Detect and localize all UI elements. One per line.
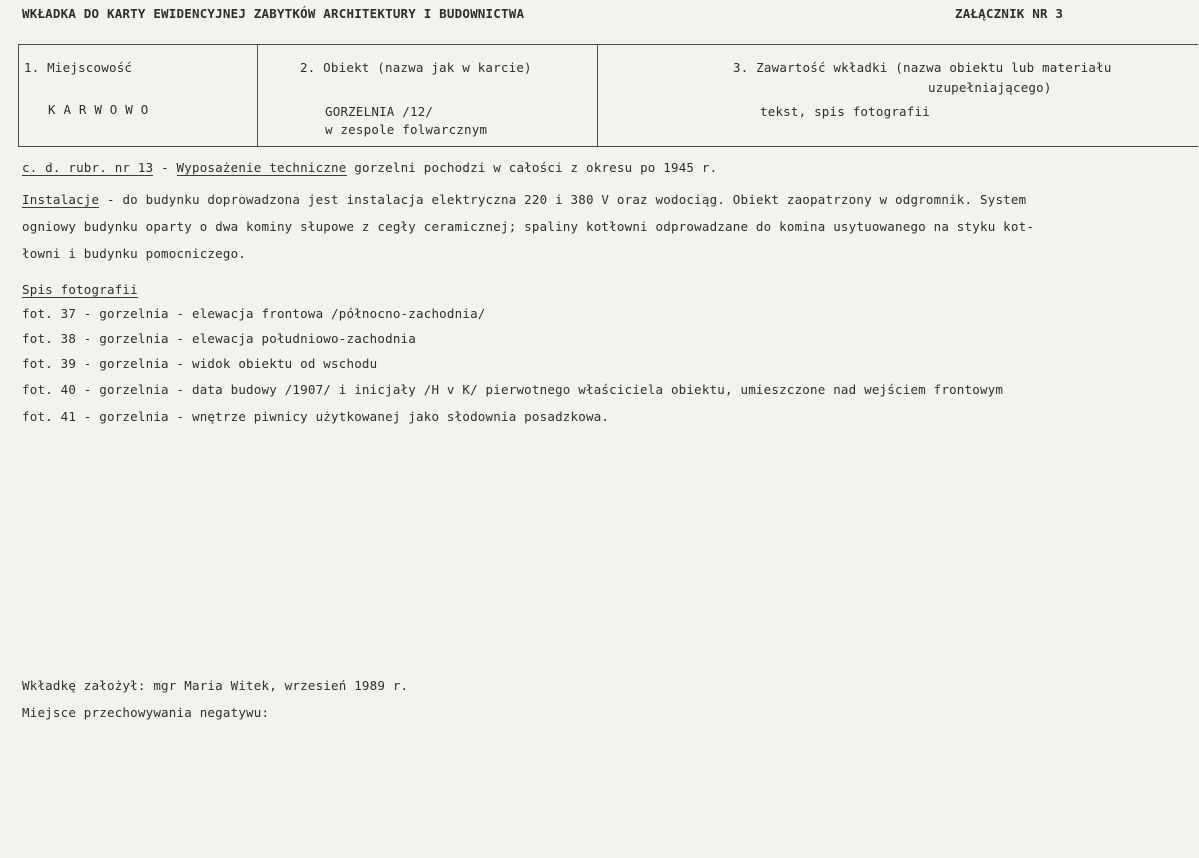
installations-line2: ogniowy budynku oparty o dwa kominy słupowe z cegły ceramicznej; spaliny kotłowni odprowadzane do komina usytuowanego na styku kot- bbox=[22, 219, 1035, 234]
rubric-paragraph bbox=[22, 160, 717, 175]
table-divider-1 bbox=[257, 44, 258, 147]
installations-text-1: - do budynku doprowadzona jest instalacja elektryczna 220 i 380 V oraz wodociąg. Obiekt zaopatrzony w odgromnik. System bbox=[99, 192, 1027, 207]
table-left-rule bbox=[18, 44, 19, 147]
rubric-label: c. d. rubr. nr 13 bbox=[22, 160, 154, 175]
locality-value: K A R W O W O bbox=[48, 102, 149, 117]
photo-item: fot. 40 - gorzelnia - data budowy /1907/ i inicjały /H v K/ pierwotnego właściciela obiektu, umieszczone nad wejściem frontowym bbox=[22, 382, 1004, 397]
object-value-line2: w zespole folwarcznym bbox=[325, 122, 488, 137]
photos-heading: Spis fotografii bbox=[22, 282, 138, 297]
header-rule bbox=[18, 44, 1198, 45]
table-bottom-rule bbox=[18, 146, 1198, 147]
negatives-location-line: Miejsce przechowywania negatywu: bbox=[22, 705, 270, 720]
author-line: Wkładkę założył: mgr Maria Witek, wrzesień 1989 r. bbox=[22, 678, 409, 693]
object-label: 2. Obiekt (nazwa jak w karcie) bbox=[300, 60, 532, 75]
installations-line1 bbox=[22, 192, 1026, 207]
contents-label-line2: uzupełniającego) bbox=[928, 80, 1052, 95]
photo-item: fot. 37 - gorzelnia - elewacja frontowa /północno-zachodnia/ bbox=[22, 306, 486, 321]
photo-item: fot. 39 - gorzelnia - widok obiektu od wschodu bbox=[22, 356, 378, 371]
contents-label-line1: 3. Zawartość wkładki (nazwa obiektu lub materiału bbox=[733, 60, 1112, 75]
rubric-text: gorzelni pochodzi w całości z okresu po 1945 r. bbox=[346, 160, 718, 175]
installations-label: Instalacje bbox=[22, 192, 100, 207]
contents-value: tekst, spis fotografii bbox=[760, 104, 930, 119]
rubric-dash: - bbox=[153, 160, 177, 175]
document-title: WKŁADKA DO KARTY EWIDENCYJNEJ ZABYTKÓW ARCHITEKTURY I BUDOWNICTWA bbox=[22, 6, 525, 21]
photo-item: fot. 38 - gorzelnia - elewacja południowo-zachodnia bbox=[22, 331, 417, 346]
table-divider-2 bbox=[597, 44, 598, 147]
object-value-line1: GORZELNIA /12/ bbox=[325, 104, 434, 119]
installations-line3: łowni i budynku pomocniczego. bbox=[22, 246, 247, 261]
photo-item: fot. 41 - gorzelnia - wnętrze piwnicy użytkowanej jako słodownia posadzkowa. bbox=[22, 409, 610, 424]
annex-number: ZAŁĄCZNIK NR 3 bbox=[955, 6, 1064, 21]
rubric-topic: Wyposażenie techniczne bbox=[176, 160, 347, 175]
locality-label: 1. Miejscowość bbox=[24, 60, 133, 75]
